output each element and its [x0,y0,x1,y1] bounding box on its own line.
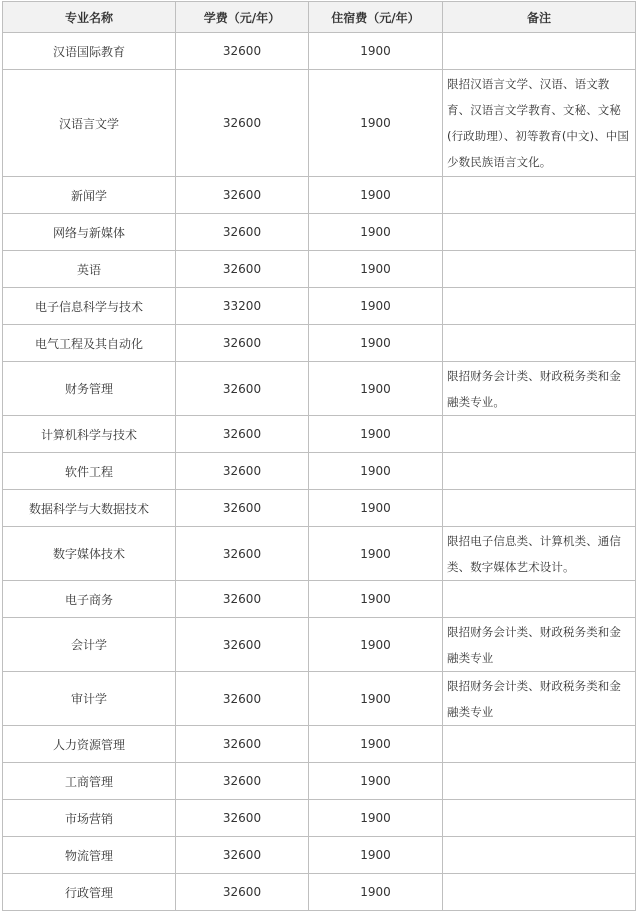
table-row [3,581,636,618]
table-row [3,416,636,453]
cell-major: 审计学 [3,672,176,726]
cell-note [443,453,636,490]
table-row [3,726,636,763]
fee-table [2,1,636,911]
cell-tuition: 32600 [176,177,309,214]
table-row [3,618,636,672]
cell-major: 数字媒体技术 [3,527,176,581]
cell-major: 计算机科学与技术 [3,416,176,453]
cell-tuition: 32600 [176,214,309,251]
cell-tuition: 32600 [176,362,309,416]
cell-dorm: 1900 [309,251,443,288]
cell-tuition: 32600 [176,490,309,527]
cell-major: 汉语国际教育 [3,33,176,70]
cell-note [443,581,636,618]
cell-tuition: 32600 [176,837,309,874]
cell-dorm: 1900 [309,33,443,70]
cell-tuition: 32600 [176,726,309,763]
cell-dorm: 1900 [309,490,443,527]
cell-tuition: 32600 [176,800,309,837]
table-row [3,490,636,527]
cell-dorm: 1900 [309,527,443,581]
cell-note: 限招财务会计类、财政税务类和金融类专业 [443,618,636,672]
table-row [3,800,636,837]
cell-note [443,874,636,911]
cell-major: 会计学 [3,618,176,672]
cell-dorm: 1900 [309,581,443,618]
cell-major: 数据科学与大数据技术 [3,490,176,527]
table-row [3,288,636,325]
cell-major: 电子商务 [3,581,176,618]
cell-dorm: 1900 [309,800,443,837]
cell-tuition: 32600 [176,33,309,70]
cell-dorm: 1900 [309,874,443,911]
cell-note [443,177,636,214]
cell-major: 英语 [3,251,176,288]
cell-tuition: 32600 [176,581,309,618]
cell-note [443,325,636,362]
table-header-row [3,2,636,33]
cell-dorm: 1900 [309,288,443,325]
cell-dorm: 1900 [309,726,443,763]
cell-tuition: 32600 [176,672,309,726]
header-tuition: 学费（元/年） [176,2,309,33]
cell-major: 人力资源管理 [3,726,176,763]
cell-note: 限招汉语言文学、汉语、语文教育、汉语言文学教育、文秘、文秘(行政助理）、初等教育(中文)、中国少数民族语言文化。 [443,70,636,177]
table-row [3,672,636,726]
cell-tuition: 32600 [176,874,309,911]
cell-major: 行政管理 [3,874,176,911]
header-dorm: 住宿费（元/年） [309,2,443,33]
cell-major: 市场营销 [3,800,176,837]
cell-dorm: 1900 [309,453,443,490]
cell-tuition: 32600 [176,527,309,581]
cell-major: 财务管理 [3,362,176,416]
cell-major: 软件工程 [3,453,176,490]
cell-dorm: 1900 [309,214,443,251]
cell-note [443,800,636,837]
cell-note [443,416,636,453]
cell-dorm: 1900 [309,672,443,726]
cell-note [443,837,636,874]
table-row [3,33,636,70]
cell-major: 物流管理 [3,837,176,874]
cell-note [443,214,636,251]
table-row [3,874,636,911]
cell-dorm: 1900 [309,325,443,362]
cell-major: 新闻学 [3,177,176,214]
cell-major: 汉语言文学 [3,70,176,177]
cell-dorm: 1900 [309,70,443,177]
cell-tuition: 32600 [176,70,309,177]
cell-tuition: 33200 [176,288,309,325]
cell-dorm: 1900 [309,362,443,416]
table-row [3,527,636,581]
cell-note: 限招财务会计类、财政税务类和金融类专业。 [443,362,636,416]
cell-note [443,726,636,763]
table-row [3,837,636,874]
cell-tuition: 32600 [176,251,309,288]
table-row [3,763,636,800]
table-row [3,362,636,416]
cell-tuition: 32600 [176,416,309,453]
cell-major: 工商管理 [3,763,176,800]
table-row [3,251,636,288]
table-row [3,177,636,214]
cell-tuition: 32600 [176,453,309,490]
cell-note: 限招电子信息类、计算机类、通信类、数字媒体艺术设计。 [443,527,636,581]
cell-dorm: 1900 [309,416,443,453]
cell-note [443,763,636,800]
cell-note [443,251,636,288]
cell-note [443,288,636,325]
table-row [3,453,636,490]
cell-major: 电气工程及其自动化 [3,325,176,362]
cell-dorm: 1900 [309,618,443,672]
cell-tuition: 32600 [176,325,309,362]
cell-dorm: 1900 [309,837,443,874]
cell-dorm: 1900 [309,763,443,800]
header-note: 备注 [443,2,636,33]
table-row [3,214,636,251]
cell-dorm: 1900 [309,177,443,214]
cell-note [443,33,636,70]
cell-tuition: 32600 [176,618,309,672]
cell-major: 网络与新媒体 [3,214,176,251]
table-row [3,70,636,177]
cell-tuition: 32600 [176,763,309,800]
header-major: 专业名称 [3,2,176,33]
table-row [3,325,636,362]
cell-major: 电子信息科学与技术 [3,288,176,325]
cell-note: 限招财务会计类、财政税务类和金融类专业 [443,672,636,726]
cell-note [443,490,636,527]
